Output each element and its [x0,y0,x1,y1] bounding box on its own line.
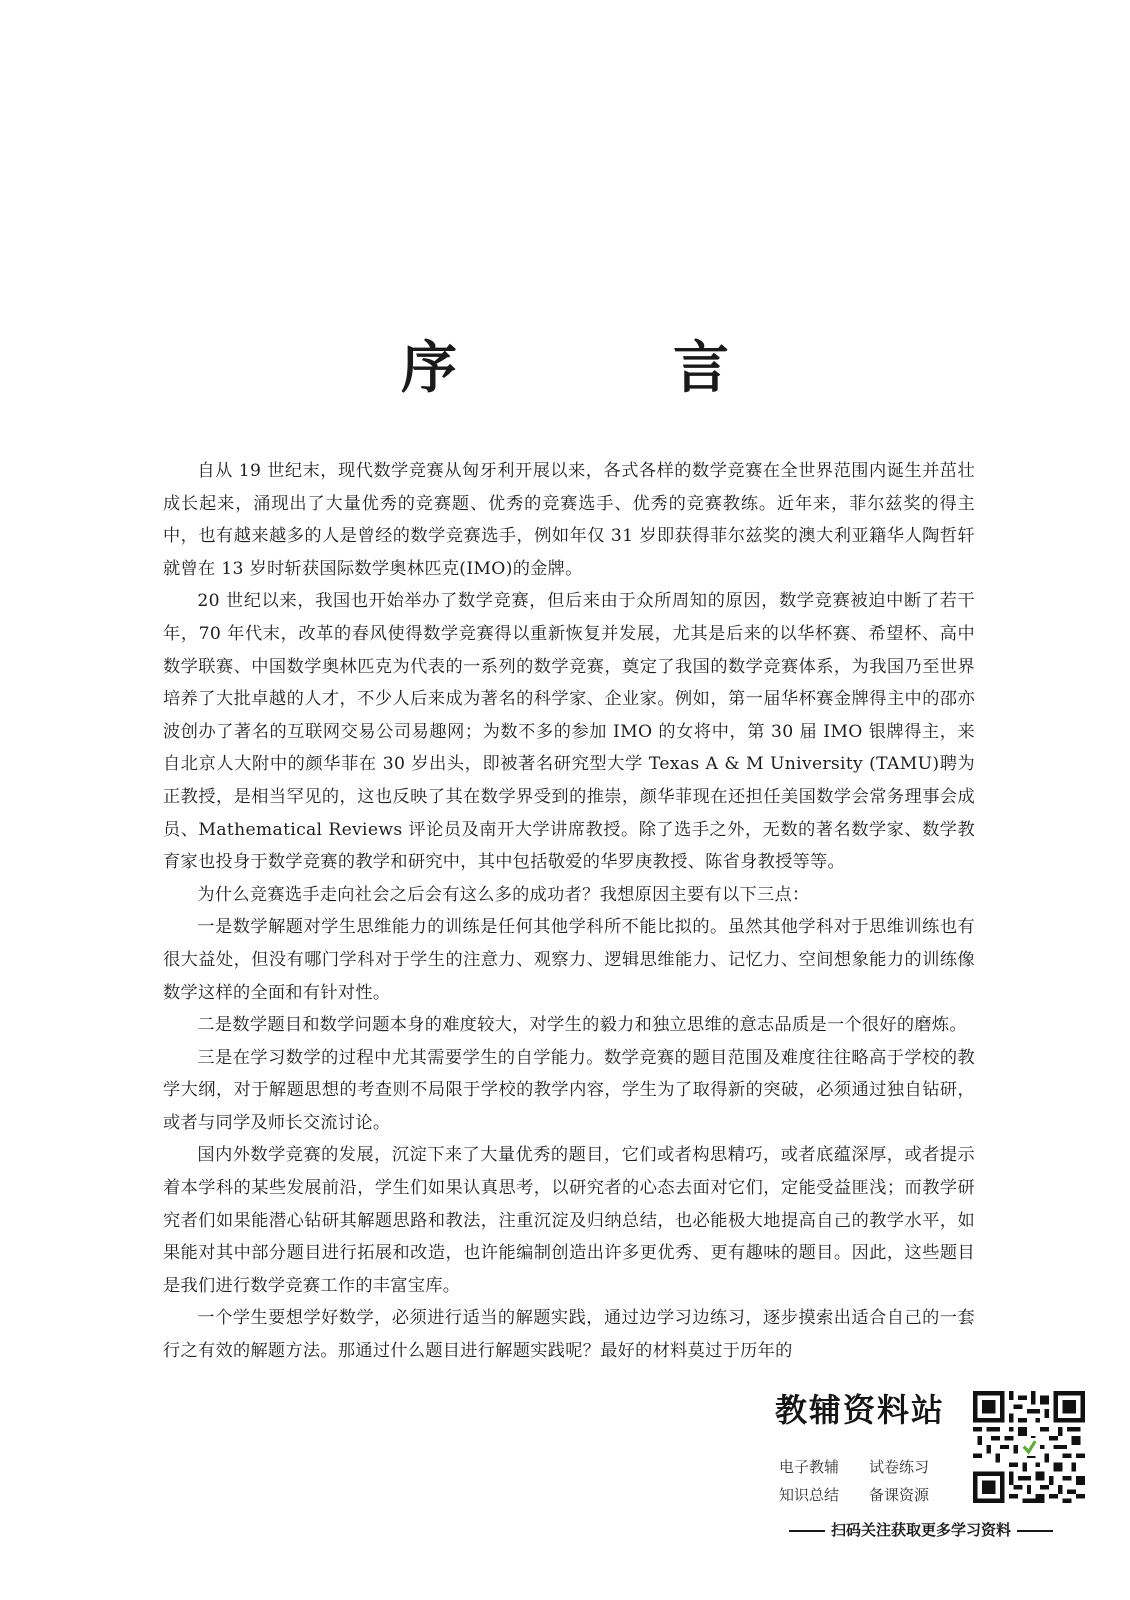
divider-line [1017,1530,1053,1532]
qr-code-icon[interactable] [973,1391,1085,1503]
paragraph-6: 三是在学习数学的过程中尤其需要学生的自学能力。数学竞赛的题目范围及难度往往略高于学校的教学大纲，对于解题思想的考查则不局限于学校的教学内容，学生为了取得新的突破，必须通过独自钻研，或者与同学及师长交流讨论。 [163,1047,975,1133]
promo-site-name: 教辅资料站 [775,1391,946,1429]
paragraph-2: 20 世纪以来，我国也开始举办了数学竞赛，但后来由于众所周知的原因，数学竞赛被迫中断了若干年，70 年代末，改革的春风使得数学竞赛得以重新恢复并发展，尤其是后来的以华杯赛、希望杯、高中数学联赛、中国数学奥林匹克为代表的一系列的数学竞赛，奠定了我国的数学竞赛体系，为我国乃至世界培养了大批卓越的人才，不少人后来成为著名的科学家、企业家。例如，第一届华杯赛金牌得主中的邵亦波创办了著名的互联网交易公司易趣网；为数不多的参加 IMO 的女将中，第 30 届 IMO 银牌得主，来自北京人大附中的颜华菲在 30 岁出头，即被著名研究型大学 Texas A & M University (TAMU)聘为正教授，是相当罕见的，这也反映了其在数学界受到的推崇，颜华菲现在还担任美国数学会常务理事会成员、Mathematical Reviews 评论员及南开大学讲席教授。除了选手之外，无数的著名数学家、数学教育家也投身于数学竞赛的教学和研究中，其中包括敬爱的华罗庚教授、陈省身教授等等。 [163,591,975,873]
paragraph-3: 为什么竞赛选手走向社会之后会有这么多的成功者？我想原因主要有以下三点： [197,884,810,905]
page-title: 序 言 [401,335,809,401]
paragraph-8: 一个学生要想学好数学，必须进行适当的解题实践，通过边学习边练习，逐步摸索出适合自己的一套行之有效的解题方法。那通过什么题目进行解题实践呢？最好的材料莫过于历年的 [163,1308,975,1362]
promo-block [775,1385,1105,1585]
promo-item: 试卷练习 [869,1458,930,1476]
paragraph-7: 国内外数学竞赛的发展，沉淀下来了大量优秀的题目，它们或者构思精巧，或者底蕴深厚，或者提示着本学科的某些发展前沿，学生们如果认真思考，以研究者的心态去面对它们，定能受益匪浅；而教学研究者们如果能潜心钻研其解题思路和教法，注重沉淀及归纳总结，也必能极大地提高自己的教学水平，如果能对其中部分题目进行拓展和改造，也许能编制创造出许多更优秀、更有趣味的题目。因此，这些题目是我们进行数学竞赛工作的丰富宝库。 [163,1145,975,1296]
paragraph-1: 自从 19 世纪末，现代数学竞赛从匈牙利开展以来，各式各样的数学竞赛在全世界范围内诞生并茁壮成长起来，涌现出了大量优秀的竞赛题、优秀的竞赛选手、优秀的竞赛教练。近年来，菲尔兹奖的得主中，也有越来越多的人是曾经的数学竞赛选手，例如年仅 31 岁即获得菲尔兹奖的澳大利亚籍华人陶哲轩就曾在 13 岁时斩获国际数学奥林匹克(IMO)的金牌。 [163,461,975,579]
divider-line [789,1530,825,1532]
promo-tagline-text: 扫码关注获取更多学习资料 [831,1521,1012,1539]
paragraph-5: 二是数学题目和数学问题本身的难度较大，对学生的毅力和独立思维的意志品质是一个很好的磨炼。 [197,1015,967,1036]
promo-item: 电子教辅 [779,1458,840,1476]
promo-feature-list [779,1453,961,1509]
paragraph-4: 一是数学解题对学生思维能力的训练是任何其他学科所不能比拟的。虽然其他学科对于思维训练也有很大益处，但没有哪门学科对于学生的注意力、观察力、逻辑思维能力、记忆力、空间想象能力的训练像数学这样的全面和有针对性。 [163,917,975,1003]
promo-tagline [783,1518,1083,1542]
preface-body [163,455,975,1368]
promo-item: 知识总结 [779,1486,840,1504]
promo-item: 备课资源 [869,1486,930,1504]
